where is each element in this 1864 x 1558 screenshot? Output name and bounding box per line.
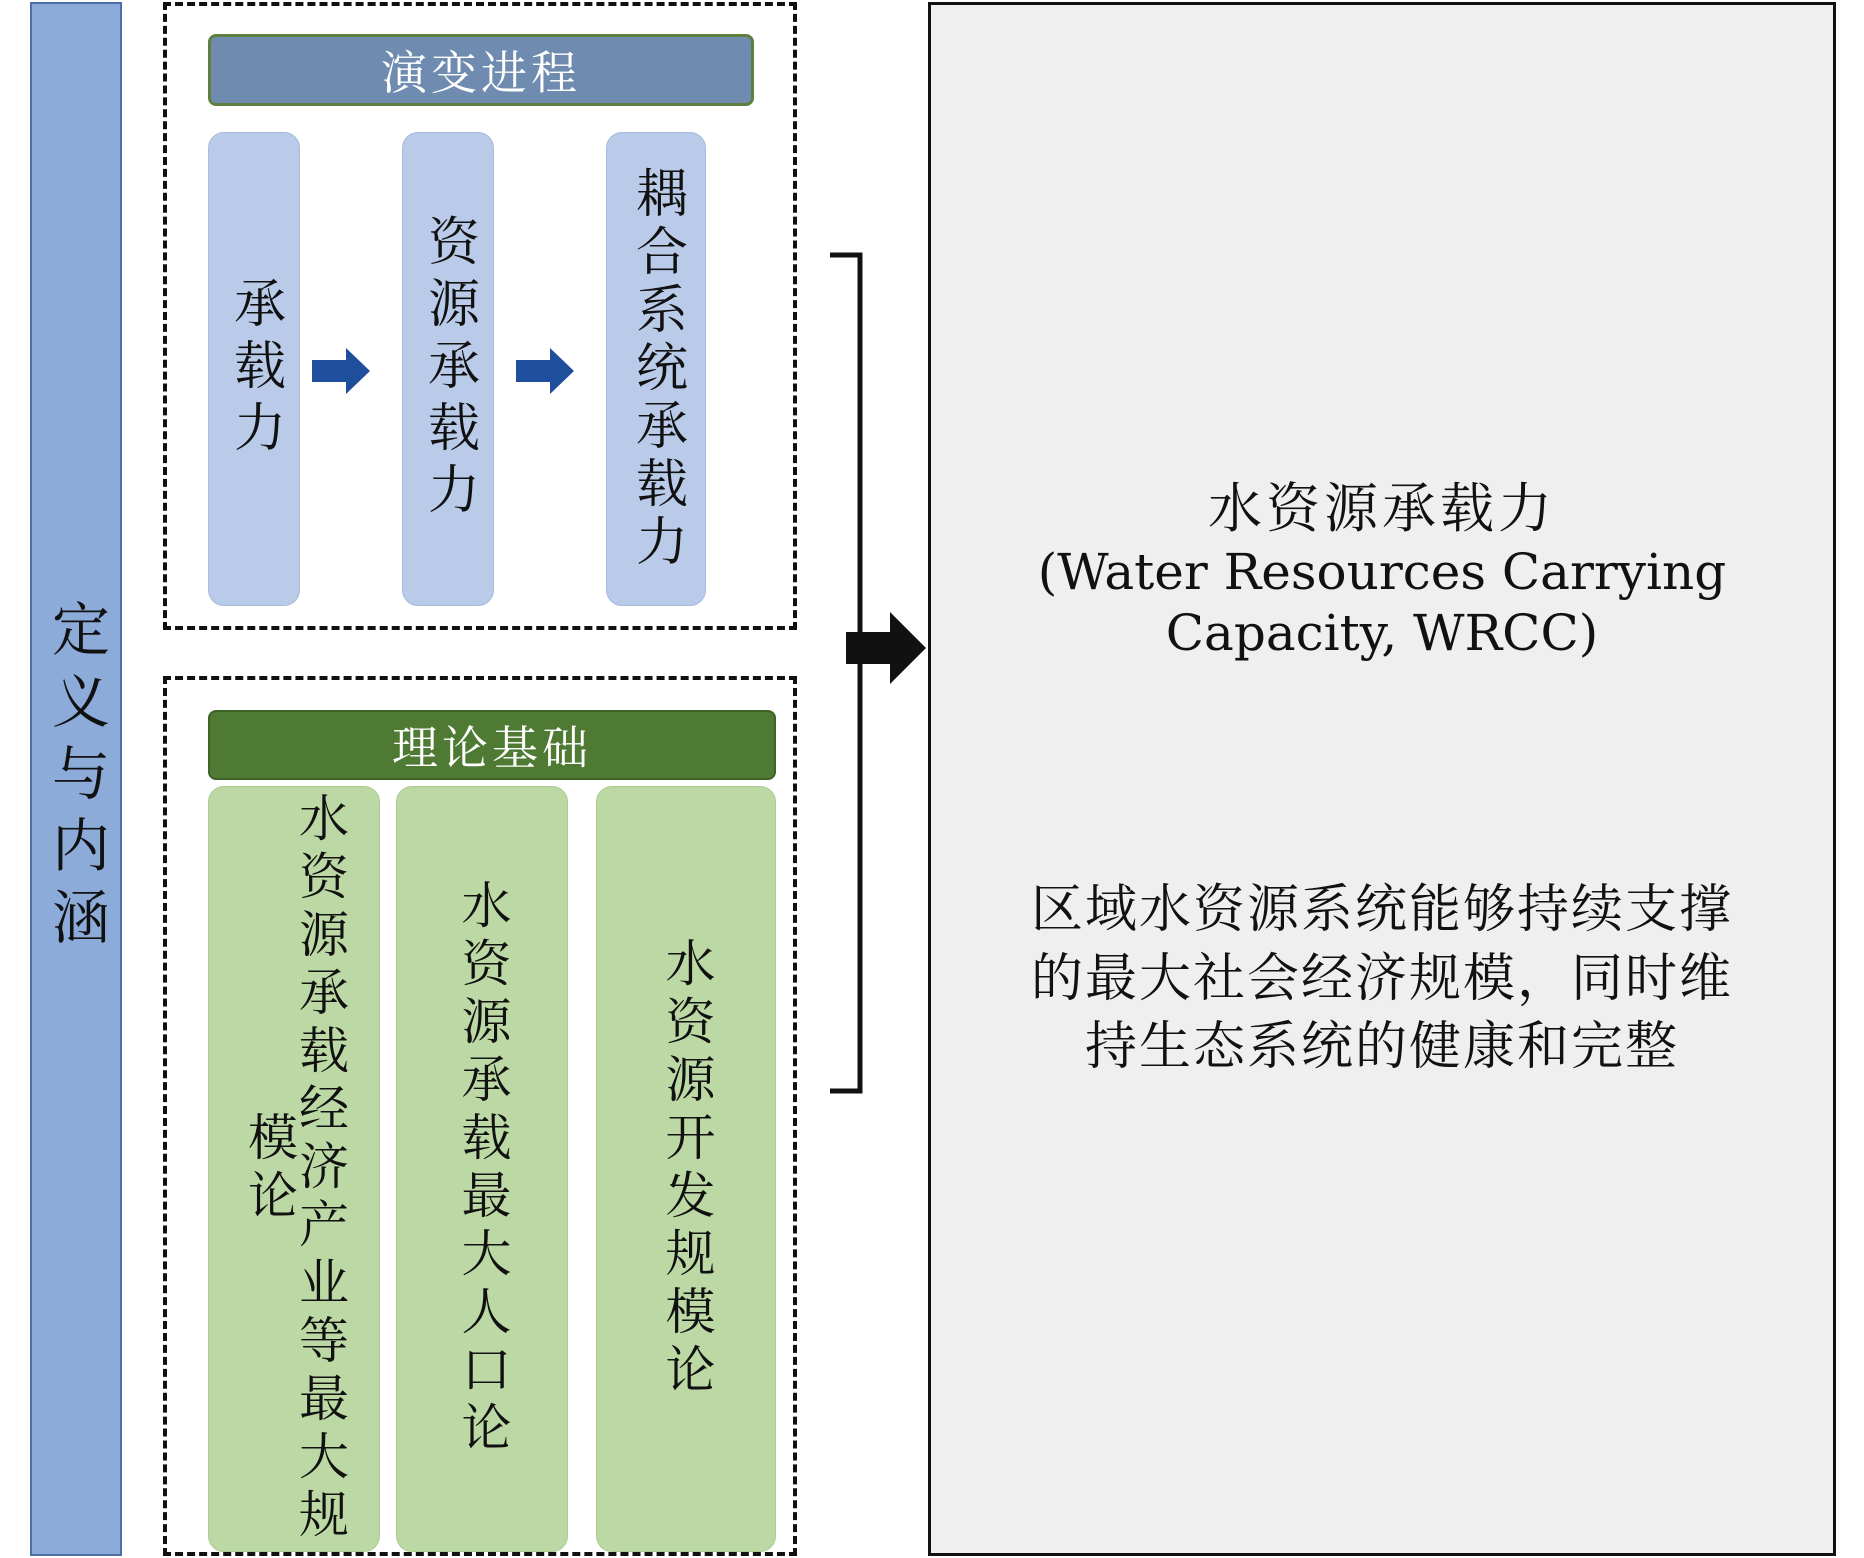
evolution-stage-label-2: 资源承载力 — [418, 214, 479, 524]
evolution-stage-card-2 — [402, 132, 494, 606]
theory-section-header-label: 理论基础 — [392, 721, 592, 775]
definition-title-cn: 水资源承载力 — [1208, 477, 1556, 541]
definition-body-text: 区域水资源系统能够持续支撑的最大社会经济规模，同时维持生态系统的健康和完整 — [1030, 880, 1733, 1078]
definition-panel — [928, 2, 1836, 1556]
evolution-section-header — [208, 34, 754, 106]
definition-title-en-line1: (Water Resources Carrying — [1037, 543, 1727, 601]
theory-item-label-3: 水资源开发规模论 — [657, 937, 716, 1401]
definition-scope-label: 定义与内涵 — [42, 599, 110, 959]
definition-title — [1038, 476, 1726, 664]
theory-item-card-1 — [208, 786, 380, 1552]
evolution-stage-card-3 — [606, 132, 706, 606]
stage-arrow-1-icon — [310, 344, 372, 398]
evolution-stage-label-1: 承载力 — [224, 276, 285, 462]
definition-title-en-line2: Capacity, WRCC) — [1165, 604, 1599, 662]
theory-item-label-2: 水资源承载最大人口论 — [453, 879, 512, 1459]
theory-item-label-1: 水资源承载经济产业等最大规模论 — [240, 792, 349, 1546]
theory-item-card-2 — [396, 786, 568, 1552]
stage-arrow-2-icon — [514, 344, 576, 398]
evolution-stage-label-3: 耦合系统承载力 — [626, 166, 687, 572]
flow-arrow-icon — [846, 612, 926, 684]
definition-scope-band — [30, 2, 122, 1556]
evolution-section-header-label: 演变进程 — [381, 46, 581, 100]
theory-item-card-3 — [596, 786, 776, 1552]
evolution-stage-card-1 — [208, 132, 300, 606]
theory-section-header — [208, 710, 776, 780]
